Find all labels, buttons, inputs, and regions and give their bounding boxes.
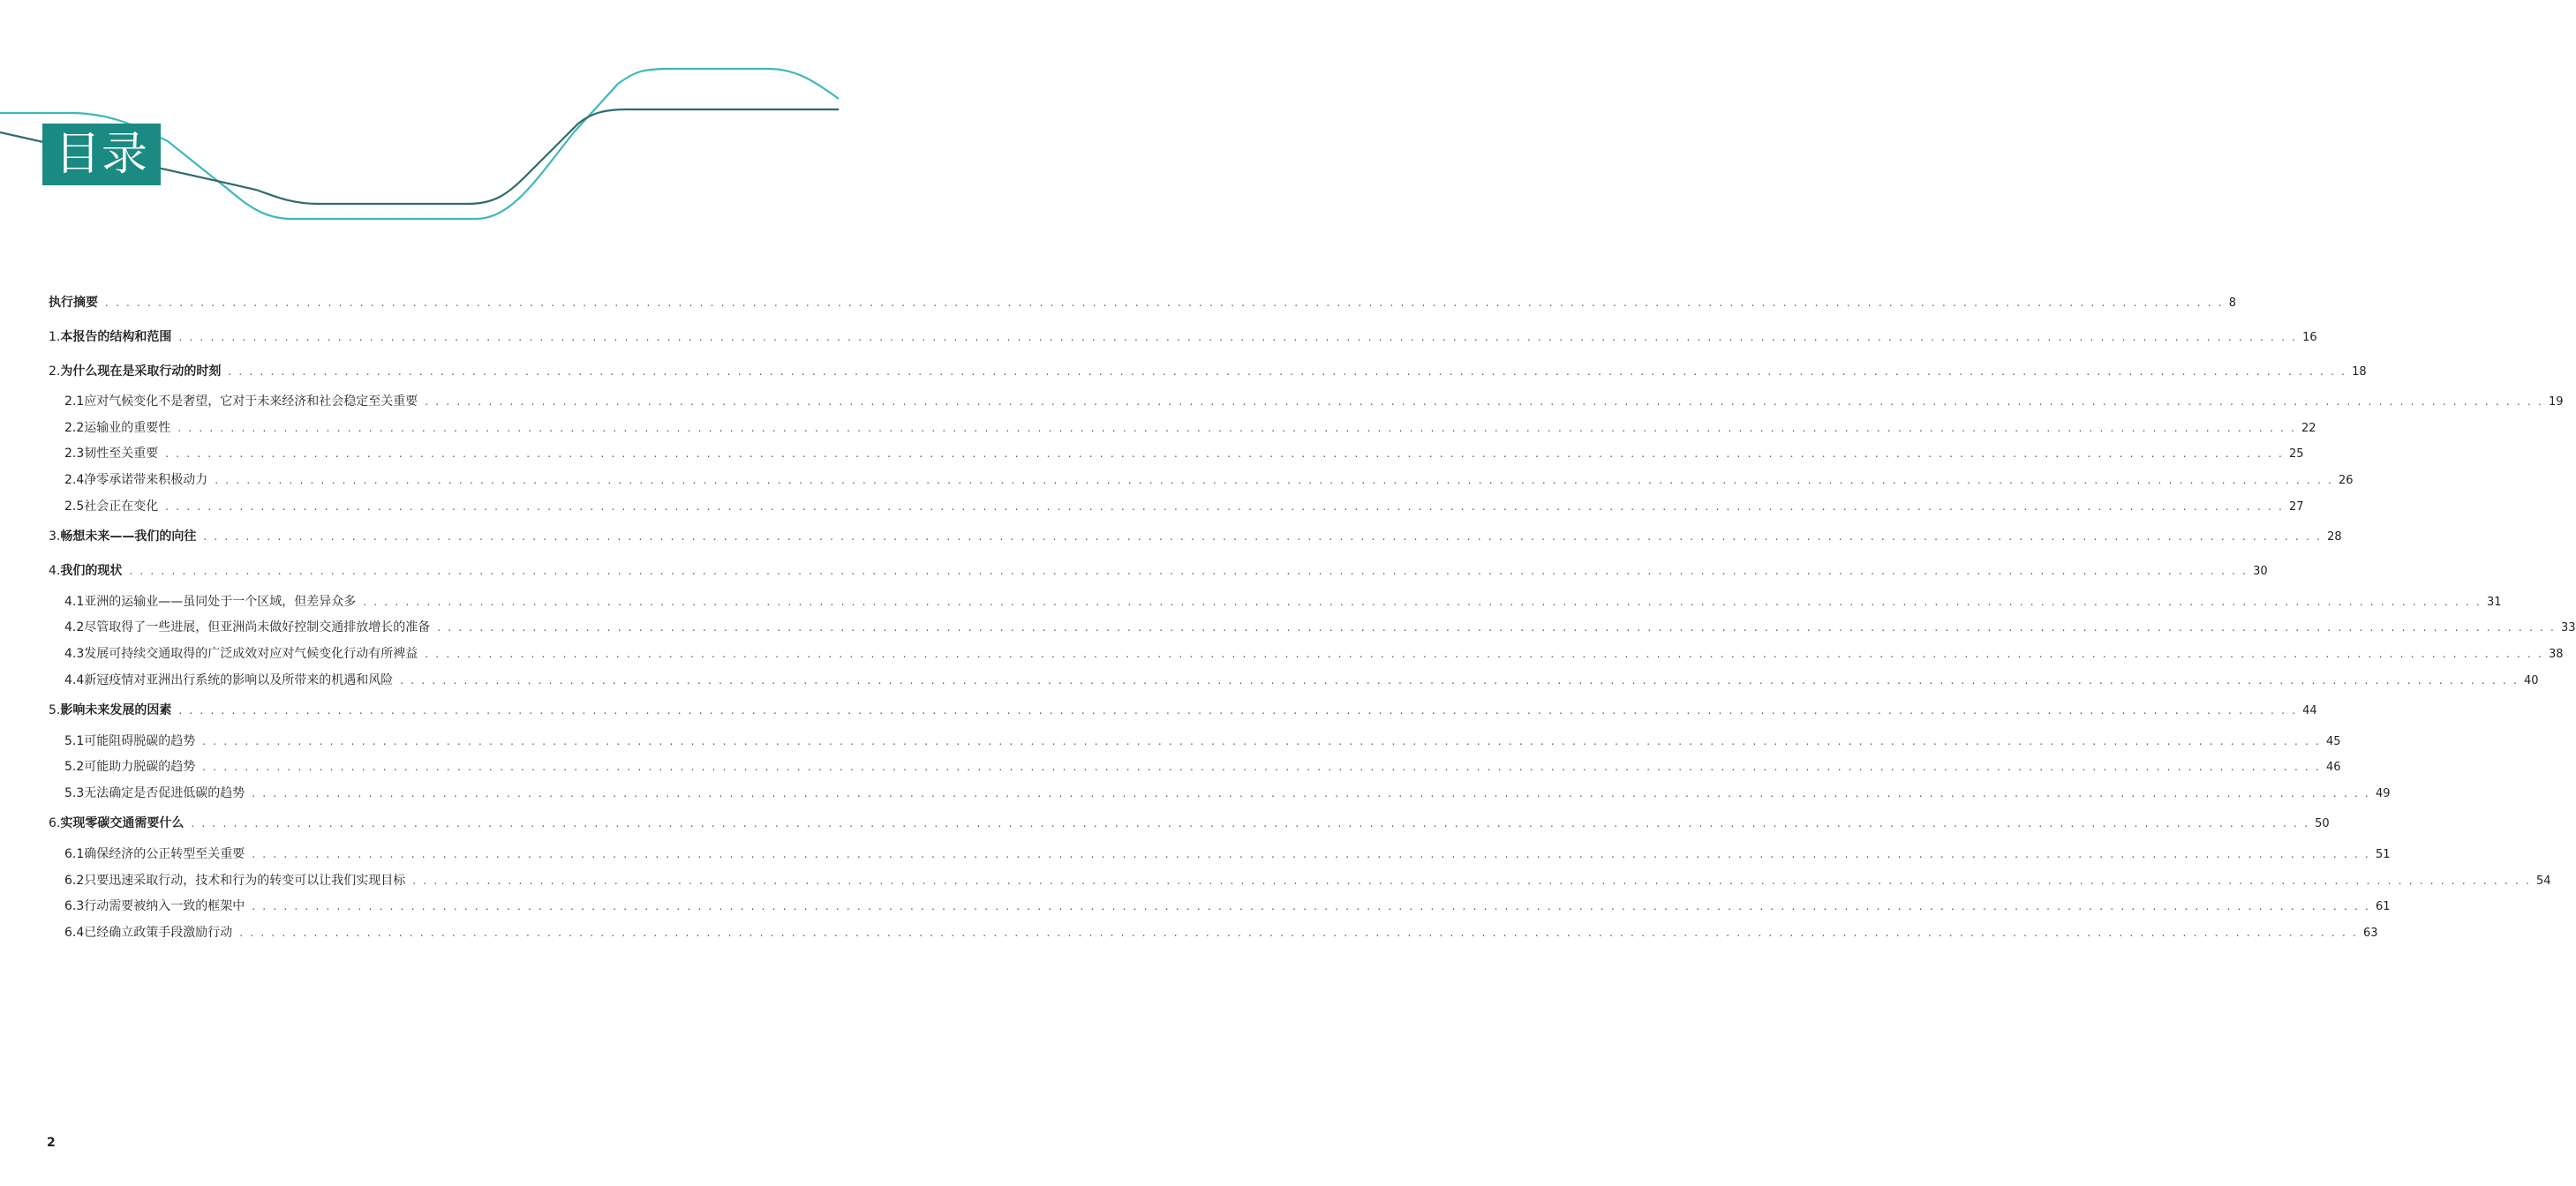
toc-entry-page: 45 [2326,735,2341,748]
toc-entry-page: 8 [2228,296,2237,310]
toc-entry[interactable] [49,418,2316,438]
toc-entry-title: 尽管取得了一些进展，但亚洲尚未做好控制交通排放增长的准备 [84,620,431,634]
toc-entry[interactable] [49,392,2564,411]
header-decoration [0,0,839,238]
toc-entry-title: 运输业的重要性 [84,421,171,435]
toc-entry-title: 可能阻碍脱碳的趋势 [84,734,196,748]
toc-entry-page: 44 [2302,704,2317,717]
dot-leader: . . . . . . . . . . . . . . . . . . . . . . . . . . . . . . . . . . . . . . . . . . . . . . . . . . . . . . . . . . . . . . . . . . . . . . . . . . . . . . . . . . . . . . . . . . . . . . . . . . . . . . . . . . . . . . . . . . . . . . . . . . . . . . . . . . . . . . . . . . . . . . . . . . . . . . . . . . . . . . . . . . . . . . . . . . . . . . . . . . . . . . . . . . . . . . . . . . . . . . . . [165,500,2285,513]
dot-leader: . . . . . . . . . . . . . . . . . . . . . . . . . . . . . . . . . . . . . . . . . . . . . . . . . . . . . . . . . . . . . . . . . . . . . . . . . . . . . . . . . . . . . . . . . . . . . . . . . . . . . . . . . . . . . . . . . . . . . . . . . . . . . . . . . . . . . . . . . . . . . . . . . . . . . . . . . . . . . . . . . . . . . . . . . . . . . . . . . . . . . . . . . . . . . . . . . . . . . . . . [425,648,2544,660]
toc-entry-page: 46 [2326,761,2341,774]
toc-entry-title: 韧性至关重要 [84,447,159,461]
toc-entry[interactable] [49,362,2367,381]
dot-leader: . . . . . . . . . . . . . . . . . . . . . . . . . . . . . . . . . . . . . . . . . . . . . . . . . . . . . . . . . . . . . . . . . . . . . . . . . . . . . . . . . . . . . . . . . . . . . . . . . . . . . . . . . . . . . . . . . . . . . . . . . . . . . . . . . . . . . . . . . . . . . . . . . . . . . . . . . . . . . . . . . . . . . . . . . . . . . . . . . . . . . . . . . . . . . . . . . . . . . . . . [252,848,2371,860]
toc-entry-title: 确保经济的公正转型至关重要 [84,847,245,861]
toc-entry-title: 净零承诺带来积极动力 [84,473,208,487]
toc-entry-page: 54 [2536,874,2551,888]
toc-entry-number: 5.1 [64,734,85,748]
toc-entry[interactable] [49,470,2354,490]
toc-entry-title: 为什么现在是采取行动的时刻 [60,364,222,379]
toc-entry-title: 畅想未来——我们的向往 [60,529,197,544]
dot-leader: . . . . . . . . . . . . . . . . . . . . . . . . . . . . . . . . . . . . . . . . . . . . . . . . . . . . . . . . . . . . . . . . . . . . . . . . . . . . . . . . . . . . . . . . . . . . . . . . . . . . . . . . . . . . . . . . . . . . . . . . . . . . . . . . . . . . . . . . . . . . . . . . . . . . . . . . . . . . . . . . . . . . . . . . . . . . . . . . . . . . . . . . . . . . . . . . . . . . . . . . [400,674,2520,687]
toc-entry-title: 影响未来发展的因素 [60,703,172,717]
toc-entry-number: 2. [49,364,61,379]
toc-entry[interactable] [49,732,2341,751]
toc-entry[interactable] [49,561,2268,581]
toc-entry-number: 5.3 [64,786,85,800]
toc-entry[interactable] [49,671,2539,690]
toc-entry-page: 63 [2363,927,2378,940]
toc-entry[interactable] [49,871,2551,890]
toc-entry-number: 4.3 [64,647,85,661]
dot-leader: . . . . . . . . . . . . . . . . . . . . . . . . . . . . . . . . . . . . . . . . . . . . . . . . . . . . . . . . . . . . . . . . . . . . . . . . . . . . . . . . . . . . . . . . . . . . . . . . . . . . . . . . . . . . . . . . . . . . . . . . . . . . . . . . . . . . . . . . . . . . . . . . . . . . . . . . . . . . . . . . . . . . . . . . . . . . . . . . . . . . . . . . . . . . . . . . . . . . . . . . [437,621,2557,634]
dot-leader: . . . . . . . . . . . . . . . . . . . . . . . . . . . . . . . . . . . . . . . . . . . . . . . . . . . . . . . . . . . . . . . . . . . . . . . . . . . . . . . . . . . . . . . . . . . . . . . . . . . . . . . . . . . . . . . . . . . . . . . . . . . . . . . . . . . . . . . . . . . . . . . . . . . . . . . . . . . . . . . . . . . . . . . . . . . . . . . . . . . . . . . . . . . . . . . . . . . . . . . . [228,365,2347,378]
dot-leader: . . . . . . . . . . . . . . . . . . . . . . . . . . . . . . . . . . . . . . . . . . . . . . . . . . . . . . . . . . . . . . . . . . . . . . . . . . . . . . . . . . . . . . . . . . . . . . . . . . . . . . . . . . . . . . . . . . . . . . . . . . . . . . . . . . . . . . . . . . . . . . . . . . . . . . . . . . . . . . . . . . . . . . . . . . . . . . . . . . . . . . . . . . . . . . . . . . . . . . . . [105,296,2224,309]
toc-entry-page: 50 [2315,817,2330,830]
toc-entry[interactable] [49,497,2304,516]
toc-entry-title: 已经确立政策手段激励行动 [84,926,233,940]
toc-entry[interactable] [49,644,2564,664]
toc-entry-page: 38 [2549,648,2564,661]
toc-entry-number: 2.4 [64,473,85,487]
toc-entry[interactable] [49,897,2391,916]
dot-leader: . . . . . . . . . . . . . . . . . . . . . . . . . . . . . . . . . . . . . . . . . . . . . . . . . . . . . . . . . . . . . . . . . . . . . . . . . . . . . . . . . . . . . . . . . . . . . . . . . . . . . . . . . . . . . . . . . . . . . . . . . . . . . . . . . . . . . . . . . . . . . . . . . . . . . . . . . . . . . . . . . . . . . . . . . . . . . . . . . . . . . . . . . . . . . . . . . . . . . . . . [425,395,2544,408]
toc-entry-number: 5. [49,703,61,717]
dot-leader: . . . . . . . . . . . . . . . . . . . . . . . . . . . . . . . . . . . . . . . . . . . . . . . . . . . . . . . . . . . . . . . . . . . . . . . . . . . . . . . . . . . . . . . . . . . . . . . . . . . . . . . . . . . . . . . . . . . . . . . . . . . . . . . . . . . . . . . . . . . . . . . . . . . . . . . . . . . . . . . . . . . . . . . . . . . . . . . . . . . . . . . . . . . . . . . . . . . . . . . . [203,530,2323,543]
toc-entry-number: 2.1 [64,394,85,409]
toc-entry-title: 社会正在变化 [84,499,159,514]
toc-entry[interactable] [49,814,2330,833]
dot-leader: . . . . . . . . . . . . . . . . . . . . . . . . . . . . . . . . . . . . . . . . . . . . . . . . . . . . . . . . . . . . . . . . . . . . . . . . . . . . . . . . . . . . . . . . . . . . . . . . . . . . . . . . . . . . . . . . . . . . . . . . . . . . . . . . . . . . . . . . . . . . . . . . . . . . . . . . . . . . . . . . . . . . . . . . . . . . . . . . . . . . . . . . . . . . . . . . . . . . . . . . [129,565,2248,577]
toc-entry[interactable] [49,844,2391,864]
dot-leader: . . . . . . . . . . . . . . . . . . . . . . . . . . . . . . . . . . . . . . . . . . . . . . . . . . . . . . . . . . . . . . . . . . . . . . . . . . . . . . . . . . . . . . . . . . . . . . . . . . . . . . . . . . . . . . . . . . . . . . . . . . . . . . . . . . . . . . . . . . . . . . . . . . . . . . . . . . . . . . . . . . . . . . . . . . . . . . . . . . . . . . . . . . . . . . . . . . . . . . . . [177,422,2297,434]
toc-entry-number: 1. [49,330,61,344]
toc-entry-number: 4.4 [64,673,85,687]
toc-entry-number: 2.2 [64,421,85,435]
toc-entry-number: 4.1 [64,595,85,609]
page-number: 2 [47,1136,56,1150]
toc-entry-title: 发展可持续交通取得的广泛成效对应对气候变化行动有所裨益 [84,647,418,661]
toc-entry[interactable] [49,784,2391,803]
toc-entry-title: 应对气候变化不是奢望，它对于未来经济和社会稳定至关重要 [84,394,418,409]
dot-leader: . . . . . . . . . . . . . . . . . . . . . . . . . . . . . . . . . . . . . . . . . . . . . . . . . . . . . . . . . . . . . . . . . . . . . . . . . . . . . . . . . . . . . . . . . . . . . . . . . . . . . . . . . . . . . . . . . . . . . . . . . . . . . . . . . . . . . . . . . . . . . . . . . . . . . . . . . . . . . . . . . . . . . . . . . . . . . . . . . . . . . . . . . . . . . . . . . . . . . . . . [191,817,2310,829]
toc-entry-title: 我们的现状 [60,564,123,578]
dot-leader: . . . . . . . . . . . . . . . . . . . . . . . . . . . . . . . . . . . . . . . . . . . . . . . . . . . . . . . . . . . . . . . . . . . . . . . . . . . . . . . . . . . . . . . . . . . . . . . . . . . . . . . . . . . . . . . . . . . . . . . . . . . . . . . . . . . . . . . . . . . . . . . . . . . . . . . . . . . . . . . . . . . . . . . . . . . . . . . . . . . . . . . . . . . . . . . . . . . . . . . . [363,596,2482,608]
toc-entry-number: 4.2 [64,620,85,634]
toc-entry-page: 16 [2302,331,2317,344]
toc-entry-page: 26 [2339,474,2354,487]
toc-entry-page: 31 [2487,596,2502,609]
toc-entry-number: 4. [49,564,61,578]
toc-entry-number: 2.5 [64,499,85,514]
dot-leader: . . . . . . . . . . . . . . . . . . . . . . . . . . . . . . . . . . . . . . . . . . . . . . . . . . . . . . . . . . . . . . . . . . . . . . . . . . . . . . . . . . . . . . . . . . . . . . . . . . . . . . . . . . . . . . . . . . . . . . . . . . . . . . . . . . . . . . . . . . . . . . . . . . . . . . . . . . . . . . . . . . . . . . . . . . . . . . . . . . . . . . . . . . . . . . . . . . . . . . . . [178,331,2298,343]
toc-entry[interactable] [49,592,2502,612]
toc-entry-page: 25 [2289,447,2304,461]
dot-leader: . . . . . . . . . . . . . . . . . . . . . . . . . . . . . . . . . . . . . . . . . . . . . . . . . . . . . . . . . . . . . . . . . . . . . . . . . . . . . . . . . . . . . . . . . . . . . . . . . . . . . . . . . . . . . . . . . . . . . . . . . . . . . . . . . . . . . . . . . . . . . . . . . . . . . . . . . . . . . . . . . . . . . . . . . . . . . . . . . . . . . . . . . . . . . . . . . . . . . . . . [165,447,2285,460]
toc-entry-number: 6.2 [64,874,85,888]
toc-entry[interactable] [49,527,2342,546]
toc-entry-page: 30 [2253,565,2268,578]
toc-entry[interactable] [49,293,2237,312]
toc-entry-number: 3. [49,529,61,544]
toc-entry-number: 5.2 [64,760,85,774]
toc-entry-page: 33 [2561,621,2576,634]
toc-entry[interactable] [49,757,2341,777]
toc-entry-page: 19 [2549,395,2564,409]
toc-entry-title: 本报告的结构和范围 [60,330,172,344]
toc-entry-number: 6.1 [64,847,85,861]
toc-entry[interactable] [49,327,2317,347]
page-title: 目录 [42,124,161,185]
toc-entry-page: 49 [2376,787,2391,800]
dot-leader: . . . . . . . . . . . . . . . . . . . . . . . . . . . . . . . . . . . . . . . . . . . . . . . . . . . . . . . . . . . . . . . . . . . . . . . . . . . . . . . . . . . . . . . . . . . . . . . . . . . . . . . . . . . . . . . . . . . . . . . . . . . . . . . . . . . . . . . . . . . . . . . . . . . . . . . . . . . . . . . . . . . . . . . . . . . . . . . . . . . . . . . . . . . . . . . . . . . . . . . . [202,761,2322,773]
toc-entry-title: 亚洲的运输业——虽同处于一个区域，但差异众多 [84,595,357,609]
toc-entry-title: 执行摘要 [49,296,98,310]
toc-entry[interactable] [49,923,2378,942]
toc-entry-page: 22 [2301,422,2316,435]
toc-entry-page: 18 [2352,365,2367,379]
toc-entry-number: 2.3 [64,447,85,461]
toc-entry-number: 6. [49,816,61,830]
toc-entry-title: 新冠疫情对亚洲出行系统的影响以及所带来的机遇和风险 [84,673,394,687]
dot-leader: . . . . . . . . . . . . . . . . . . . . . . . . . . . . . . . . . . . . . . . . . . . . . . . . . . . . . . . . . . . . . . . . . . . . . . . . . . . . . . . . . . . . . . . . . . . . . . . . . . . . . . . . . . . . . . . . . . . . . . . . . . . . . . . . . . . . . . . . . . . . . . . . . . . . . . . . . . . . . . . . . . . . . . . . . . . . . . . . . . . . . . . . . . . . . . . . . . . . . . . . [215,474,2334,486]
toc-entry-page: 27 [2289,500,2304,514]
dot-leader: . . . . . . . . . . . . . . . . . . . . . . . . . . . . . . . . . . . . . . . . . . . . . . . . . . . . . . . . . . . . . . . . . . . . . . . . . . . . . . . . . . . . . . . . . . . . . . . . . . . . . . . . . . . . . . . . . . . . . . . . . . . . . . . . . . . . . . . . . . . . . . . . . . . . . . . . . . . . . . . . . . . . . . . . . . . . . . . . . . . . . . . . . . . . . . . . . . . . . . . . [178,704,2298,717]
dot-leader: . . . . . . . . . . . . . . . . . . . . . . . . . . . . . . . . . . . . . . . . . . . . . . . . . . . . . . . . . . . . . . . . . . . . . . . . . . . . . . . . . . . . . . . . . . . . . . . . . . . . . . . . . . . . . . . . . . . . . . . . . . . . . . . . . . . . . . . . . . . . . . . . . . . . . . . . . . . . . . . . . . . . . . . . . . . . . . . . . . . . . . . . . . . . . . . . . . . . . . . . [412,874,2532,887]
toc-entry-title: 行动需要被纳入一致的框架中 [84,899,245,913]
toc-entry-page: 28 [2327,530,2342,544]
dot-leader: . . . . . . . . . . . . . . . . . . . . . . . . . . . . . . . . . . . . . . . . . . . . . . . . . . . . . . . . . . . . . . . . . . . . . . . . . . . . . . . . . . . . . . . . . . . . . . . . . . . . . . . . . . . . . . . . . . . . . . . . . . . . . . . . . . . . . . . . . . . . . . . . . . . . . . . . . . . . . . . . . . . . . . . . . . . . . . . . . . . . . . . . . . . . . . . . . . . . . . . . [252,900,2371,912]
toc-entry-page: 61 [2376,900,2391,913]
toc-entry[interactable] [49,618,2576,637]
toc-entry-number: 6.4 [64,926,85,940]
toc-entry-title: 只要迅速采取行动，技术和行为的转变可以让我们实现目标 [84,874,406,888]
toc-entry-number: 6.3 [64,899,85,913]
dot-leader: . . . . . . . . . . . . . . . . . . . . . . . . . . . . . . . . . . . . . . . . . . . . . . . . . . . . . . . . . . . . . . . . . . . . . . . . . . . . . . . . . . . . . . . . . . . . . . . . . . . . . . . . . . . . . . . . . . . . . . . . . . . . . . . . . . . . . . . . . . . . . . . . . . . . . . . . . . . . . . . . . . . . . . . . . . . . . . . . . . . . . . . . . . . . . . . . . . . . . . . . [252,787,2371,799]
dot-leader: . . . . . . . . . . . . . . . . . . . . . . . . . . . . . . . . . . . . . . . . . . . . . . . . . . . . . . . . . . . . . . . . . . . . . . . . . . . . . . . . . . . . . . . . . . . . . . . . . . . . . . . . . . . . . . . . . . . . . . . . . . . . . . . . . . . . . . . . . . . . . . . . . . . . . . . . . . . . . . . . . . . . . . . . . . . . . . . . . . . . . . . . . . . . . . . . . . . . . . . . [239,927,2359,939]
toc-entry-title: 实现零碳交通需要什么 [60,816,185,830]
dot-leader: . . . . . . . . . . . . . . . . . . . . . . . . . . . . . . . . . . . . . . . . . . . . . . . . . . . . . . . . . . . . . . . . . . . . . . . . . . . . . . . . . . . . . . . . . . . . . . . . . . . . . . . . . . . . . . . . . . . . . . . . . . . . . . . . . . . . . . . . . . . . . . . . . . . . . . . . . . . . . . . . . . . . . . . . . . . . . . . . . . . . . . . . . . . . . . . . . . . . . . . . [202,735,2322,747]
toc-entry-title: 可能助力脱碳的趋势 [84,760,196,774]
toc-entry[interactable] [49,701,2317,720]
toc-entry-title: 无法确定是否促进低碳的趋势 [84,786,245,800]
toc-entry-page: 51 [2376,848,2391,861]
toc-entry[interactable] [49,444,2304,463]
toc-entry-page: 40 [2524,674,2539,687]
